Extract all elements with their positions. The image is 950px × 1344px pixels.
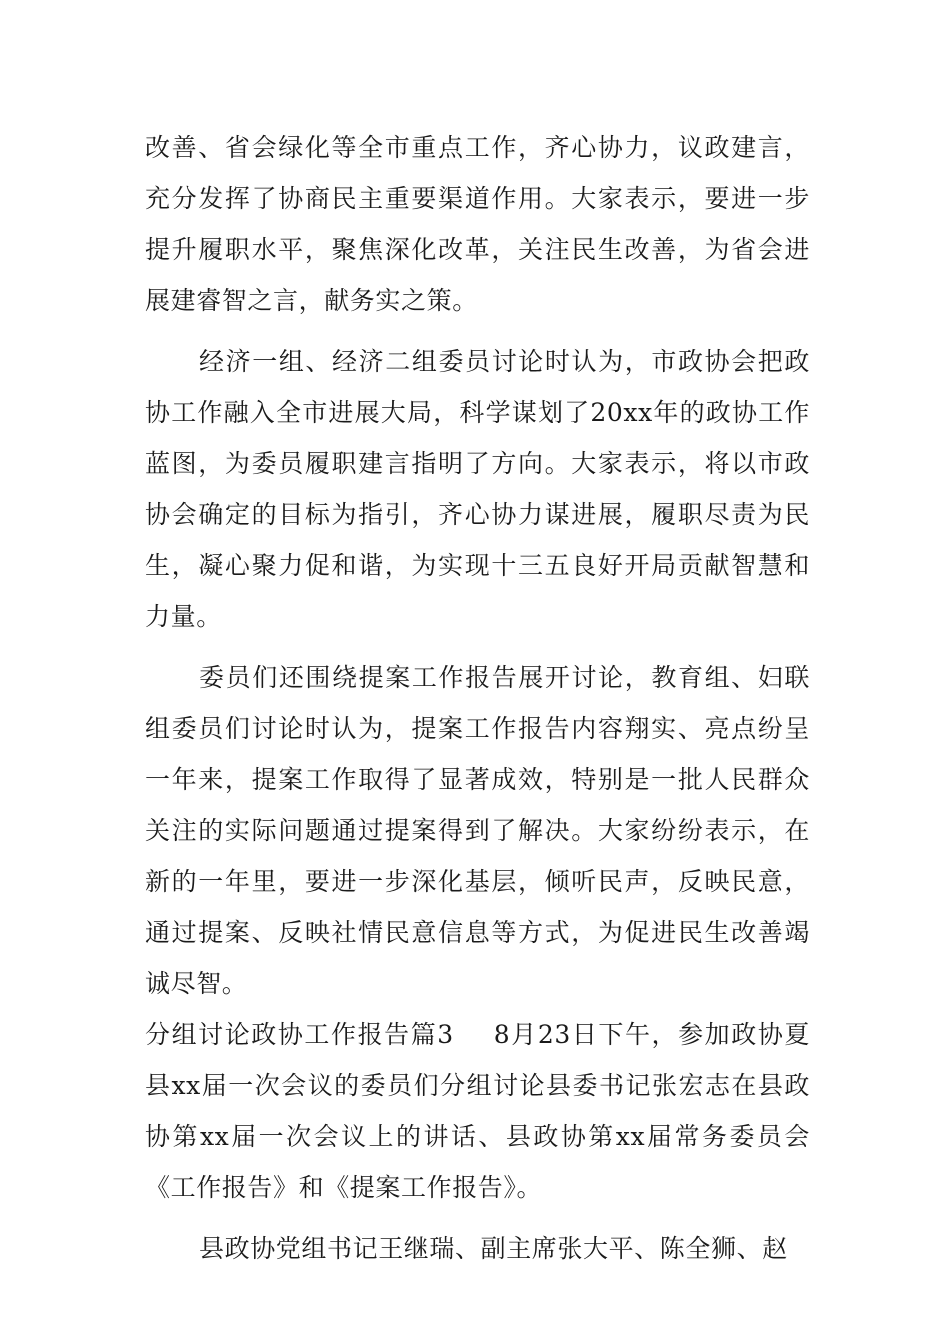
paragraph-2: 经济一组、经济二组委员讨论时认为，市政协会把政协工作融入全市进展大局，科学谋划了20xx年的政协工作蓝图，为委员履职建言指明了方向。大家表示，将以市政协会确定的目标为指引，齐心协力谋进展，履职尽责为民生，凝心聚力促和谐，为实现十三五良好开局贡献智慧和力量。	[145, 347, 810, 631]
section-title: 分组讨论政协工作报告篇3	[145, 1020, 454, 1049]
section-paragraph	[145, 1009, 810, 1213]
paragraph-1: 改善、省会绿化等全市重点工作，齐心协力，议政建言，充分发挥了协商民主重要渠道作用。大家表示，要进一步提升履职水平，聚焦深化改革，关注民生改善，为省会进展建睿智之言，献务实之策。	[145, 133, 810, 315]
paragraph-gap	[145, 1213, 810, 1223]
paragraph-5: 县政协党组书记王继瑞、副主席张大平、陈全狮、赵	[199, 1234, 788, 1263]
paragraph-gap	[145, 326, 810, 336]
paragraph-4: 8月23日下午，参加政协夏县xx届一次会议的委员们分组讨论县委书记张宏志在县政协第xx届一次会议上的讲话、县政协第xx届常务委员会《工作报告》和《提案工作报告》。	[145, 1020, 810, 1202]
document-body	[145, 122, 810, 1274]
paragraph-gap	[145, 642, 810, 652]
paragraph-3: 委员们还围绕提案工作报告展开讨论，教育组、妇联组委员们讨论时认为，提案工作报告内容翔实、亮点纷呈一年来，提案工作取得了显著成效，特别是一批人民群众关注的实际问题通过提案得到了解决。大家纷纷表示，在新的一年里，要进一步深化基层，倾听民声，反映民意，通过提案、反映社情民意信息等方式，为促进民生改善竭诚尽智。	[145, 663, 810, 998]
